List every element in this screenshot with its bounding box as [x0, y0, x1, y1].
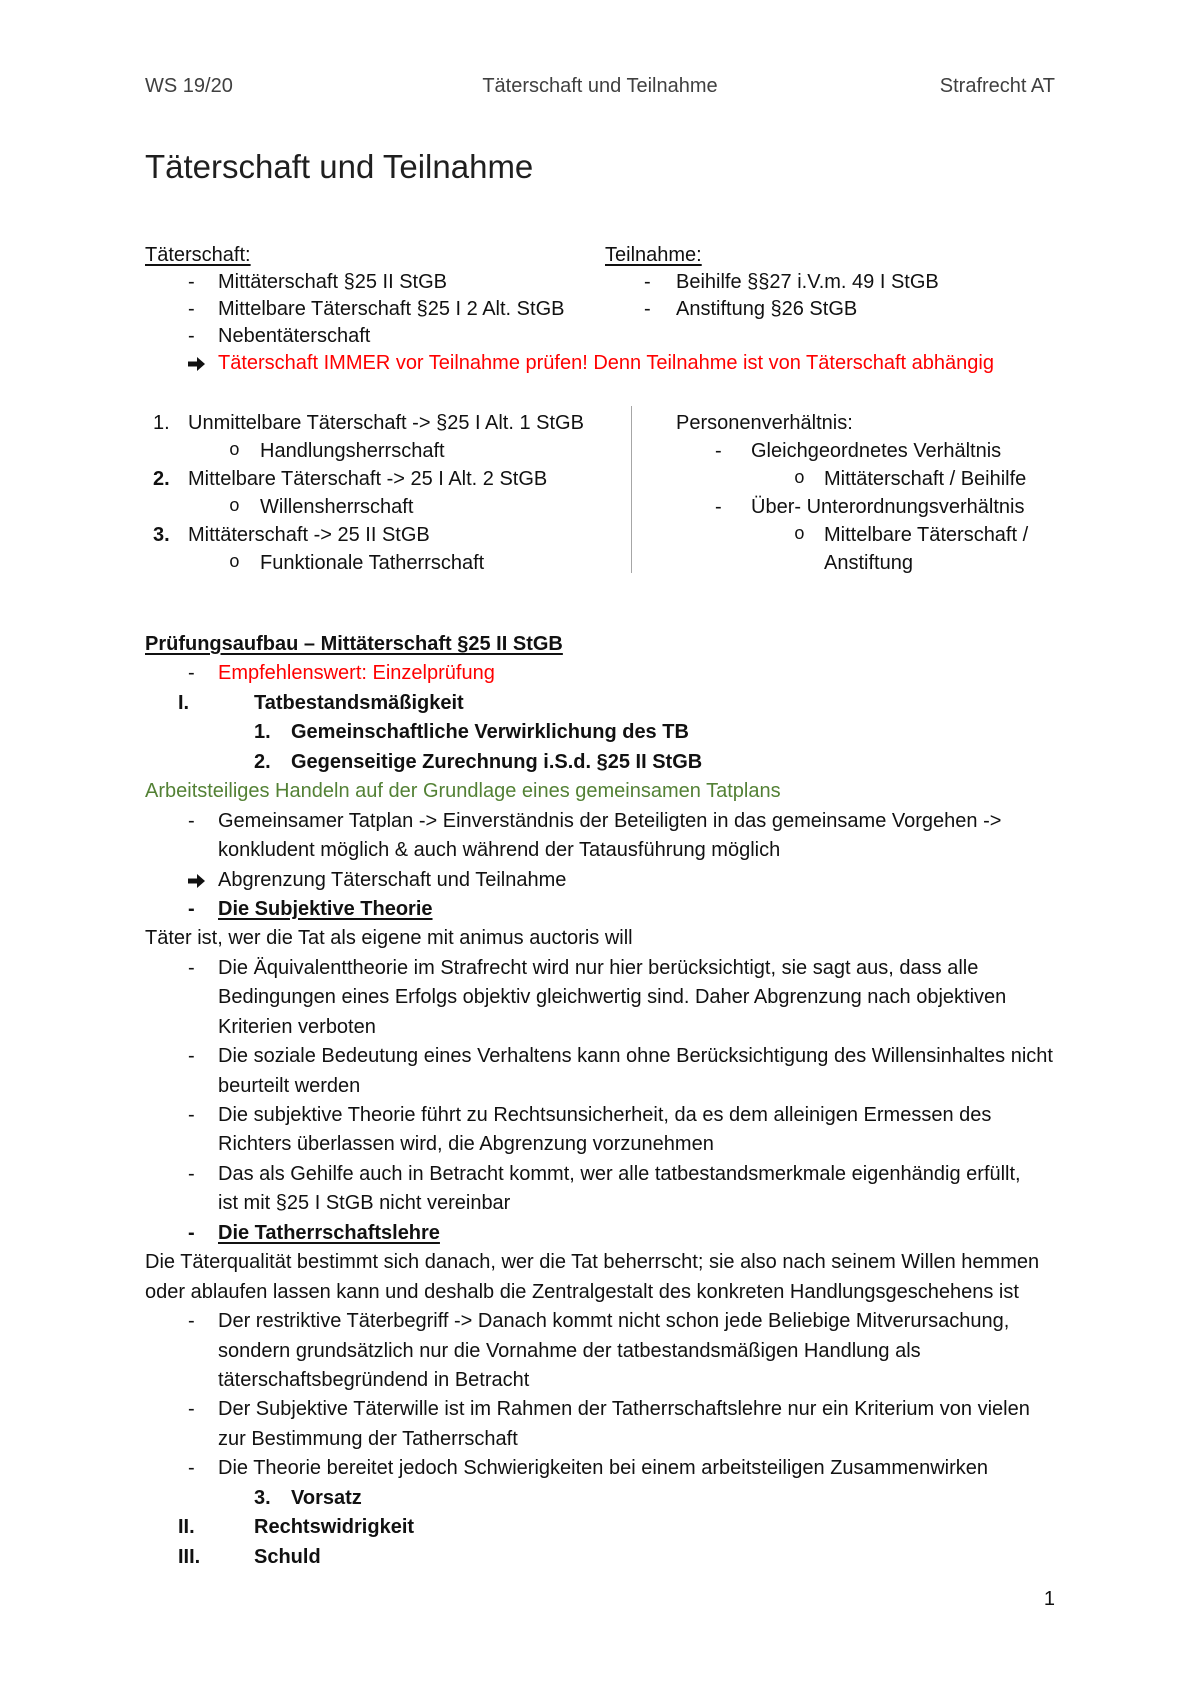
text-line	[0, 1248, 1200, 1277]
outline-number: III.	[178, 1545, 201, 1568]
text-line: Bedingungen eines Erfolgs objektiv gleichwertig sind. Daher Abgrenzung nach objektiven	[218, 986, 1007, 1009]
form-subitem: Willensherrschaft	[260, 496, 414, 518]
text-line: täterschaftsbegründend in Betracht	[218, 1368, 530, 1391]
list-item	[0, 521, 1200, 549]
form-subitem: Handlungsherrschaft	[260, 440, 445, 462]
note-row	[0, 350, 1200, 377]
taeterschaft-item: Mittäterschaft §25 II StGB	[218, 270, 447, 293]
list-item	[0, 895, 1200, 924]
arrow-right-icon	[188, 874, 205, 888]
list-number: 3.	[153, 524, 170, 546]
text-line: zur Bestimmung der Tatherrschaft	[218, 1427, 518, 1450]
text-line: Das als Gehilfe auch in Betracht kommt, wer alle tatbestandsmerkmale eigenhändig erfüllt,	[218, 1162, 1021, 1185]
text-line: Die soziale Bedeutung eines Verhaltens kann ohne Berücksichtigung des Willensinhaltes nicht	[218, 1045, 1053, 1068]
list-number: 2.	[153, 468, 170, 490]
text-line: Die Äquivalenttheorie im Strafrecht wird nur hier berücksichtigt, sie sagt aus, dass alle	[218, 956, 979, 979]
list-item	[0, 866, 1200, 895]
outline-number: II.	[178, 1516, 195, 1539]
text-line	[0, 924, 1200, 953]
dash-bullet: -	[188, 662, 195, 685]
theory-heading: Die Subjektive Theorie	[218, 897, 433, 920]
dash-bullet: -	[188, 325, 195, 348]
list-item-continuation	[0, 1337, 1200, 1366]
text-line: Richters überlassen wird, die Abgrenzung vorzunehmen	[218, 1133, 714, 1156]
outline-number: 2.	[254, 750, 271, 773]
dash-bullet: -	[188, 1221, 195, 1244]
personen-heading: Personenverhältnis:	[676, 412, 853, 434]
list-item	[0, 437, 1200, 465]
personen-subitem: Mittäterschaft / Beihilfe	[824, 468, 1027, 490]
list-headings	[0, 242, 1200, 269]
forms-section	[0, 409, 1200, 577]
green-subheading: Arbeitsteiliges Handeln auf der Grundlage eines gemeinsamen Tatplans	[145, 780, 781, 803]
text-line: Der restriktive Täterbegriff -> Danach kommt nicht schon jede Beliebige Mitverursachung,	[218, 1310, 1010, 1333]
list-item	[0, 1042, 1200, 1071]
form-item: Mittäterschaft -> 25 II StGB	[188, 524, 430, 546]
circle-bullet: o	[794, 469, 805, 489]
taeterschaft-item: Mittelbare Täterschaft §25 I 2 Alt. StGB	[218, 297, 565, 320]
list-item	[0, 549, 1200, 577]
outline-item	[0, 689, 1200, 718]
list-item	[0, 1395, 1200, 1424]
outline-label: Gegenseitige Zurechnung i.S.d. §25 II StGB	[291, 750, 703, 773]
text-line: ist mit §25 I StGB nicht vereinbar	[218, 1192, 511, 1215]
dash-bullet: -	[188, 1398, 195, 1421]
outline-item	[0, 748, 1200, 777]
text-line	[0, 777, 1200, 806]
list-item-continuation	[0, 1013, 1200, 1042]
list-item-continuation	[0, 1366, 1200, 1395]
dash-bullet: -	[188, 1457, 195, 1480]
outline-item	[0, 1543, 1200, 1572]
text-line: Gemeinsamer Tatplan -> Einverständnis der Beteiligten in das gemeinsame Vorgehen ->	[218, 809, 1002, 832]
outline-item	[0, 718, 1200, 747]
circle-bullet: o	[229, 553, 240, 573]
list-item	[0, 1219, 1200, 1248]
arrow-right-icon	[188, 357, 205, 371]
form-item: Mittelbare Täterschaft -> 25 I Alt. 2 StGB	[188, 468, 548, 490]
dash-bullet: -	[188, 1162, 195, 1185]
page-number: 1	[1043, 1588, 1055, 1610]
list-item-continuation	[0, 1425, 1200, 1454]
dash-bullet: -	[188, 1310, 195, 1333]
red-note: Täterschaft IMMER vor Teilnahme prüfen! Denn Teilnahme ist von Täterschaft abhängig	[218, 352, 994, 375]
text-line: Die subjektive Theorie führt zu Rechtsunsicherheit, da es dem alleinigen Ermessen des	[218, 1104, 992, 1126]
outline-label: Gemeinschaftliche Verwirklichung des TB	[291, 721, 689, 744]
outline-number: 3.	[254, 1486, 271, 1509]
outline-number: I.	[178, 691, 190, 714]
text-line: beurteilt werden	[218, 1074, 361, 1097]
personen-subitem: Mittelbare Täterschaft /	[824, 524, 1029, 546]
list-item	[0, 323, 1200, 350]
list-item	[0, 493, 1200, 521]
text-line: Abgrenzung Täterschaft und Teilnahme	[218, 868, 567, 891]
dash-bullet: -	[644, 270, 651, 293]
circle-bullet: o	[229, 441, 240, 461]
page-header	[0, 73, 1200, 100]
section-heading-row	[0, 630, 1200, 659]
text-line: Der Subjektive Täterwille ist im Rahmen der Tatherrschaftslehre nur ein Kriterium von vielen	[218, 1398, 1030, 1421]
taeterschaft-item: Nebentäterschaft	[218, 325, 371, 348]
dash-bullet: -	[188, 897, 195, 920]
page-title: Täterschaft und Teilnahme	[145, 148, 534, 185]
text-line: sondern grundsätzlich nur die Vornahme der tatbestandsmäßigen Handlung als	[218, 1339, 921, 1362]
outline-label: Rechtswidrigkeit	[254, 1516, 415, 1539]
definition-text: Die Täterqualität bestimmt sich danach, wer die Tat beherrscht; sie also nach seinem Willen hemmen	[145, 1251, 1040, 1274]
definition-text: Täter ist, wer die Tat als eigene mit animus auctoris will	[145, 927, 633, 950]
dash-bullet: -	[188, 270, 195, 293]
form-item: Unmittelbare Täterschaft -> §25 I Alt. 1 StGB	[188, 412, 584, 434]
text-line	[0, 1278, 1200, 1307]
pruefungsaufbau-section	[0, 630, 1200, 1572]
list-number: 1.	[153, 412, 170, 434]
dash-bullet: -	[188, 956, 195, 979]
list-item	[0, 807, 1200, 836]
overview-lists	[0, 242, 1200, 378]
dash-bullet: -	[715, 496, 722, 518]
list-item-continuation	[0, 983, 1200, 1012]
outline-number: 1.	[254, 721, 271, 744]
list-item-continuation	[0, 1189, 1200, 1218]
form-subitem: Funktionale Tatherrschaft	[260, 552, 485, 574]
list-item-continuation	[0, 836, 1200, 865]
list-item	[0, 659, 1200, 688]
personen-item: Gleichgeordnetes Verhältnis	[751, 440, 1002, 462]
dash-bullet: -	[188, 809, 195, 832]
outline-label: Tatbestandsmäßigkeit	[254, 691, 464, 714]
teilnahme-item: Beihilfe §§27 i.V.m. 49 I StGB	[676, 270, 939, 293]
list-item	[0, 1101, 1200, 1130]
circle-bullet: o	[229, 497, 240, 517]
definition-text: oder ablaufen lassen kann und deshalb die Zentralgestalt des konkreten Handlungsgeschehens ist	[145, 1280, 1019, 1303]
dash-bullet: -	[188, 1045, 195, 1068]
list-item	[0, 1160, 1200, 1189]
personen-subitem: Anstiftung	[824, 552, 913, 574]
text-line: konkludent möglich & auch während der Tatausführung möglich	[218, 839, 781, 862]
header-subject: Strafrecht AT	[939, 75, 1055, 97]
list-item	[0, 409, 1200, 437]
list-item	[0, 1454, 1200, 1483]
theory-heading: Die Tatherrschaftslehre	[218, 1221, 440, 1244]
header-semester: WS 19/20	[145, 75, 233, 97]
text-line: Die Theorie bereitet jedoch Schwierigkeiten bei einem arbeitsteiligen Zusammenwirken	[218, 1457, 989, 1480]
taeterschaft-heading: Täterschaft:	[145, 243, 251, 266]
dash-bullet: -	[644, 297, 651, 320]
outline-label: Schuld	[254, 1545, 321, 1568]
dash-bullet: -	[715, 440, 722, 462]
header-topic: Täterschaft und Teilnahme	[482, 75, 718, 97]
teilnahme-item: Anstiftung §26 StGB	[676, 297, 858, 320]
list-item	[0, 296, 1200, 323]
outline-label: Vorsatz	[291, 1486, 362, 1509]
list-item	[0, 269, 1200, 296]
personen-item: Über- Unterordnungsverhältnis	[751, 496, 1025, 518]
list-item	[0, 1307, 1200, 1336]
list-item-continuation	[0, 1130, 1200, 1159]
outline-item	[0, 1513, 1200, 1542]
list-item-continuation	[0, 1072, 1200, 1101]
outline-item	[0, 1484, 1200, 1513]
list-item	[0, 465, 1200, 493]
recommendation-text: Empfehlenswert: Einzelprüfung	[218, 662, 495, 685]
section-heading: Prüfungsaufbau – Mittäterschaft §25 II StGB	[145, 633, 563, 655]
teilnahme-heading: Teilnahme:	[605, 243, 702, 266]
circle-bullet: o	[794, 525, 805, 545]
dash-bullet: -	[188, 1104, 195, 1126]
text-line: Kriterien verboten	[218, 1015, 376, 1038]
list-item	[0, 954, 1200, 983]
dash-bullet: -	[188, 297, 195, 320]
